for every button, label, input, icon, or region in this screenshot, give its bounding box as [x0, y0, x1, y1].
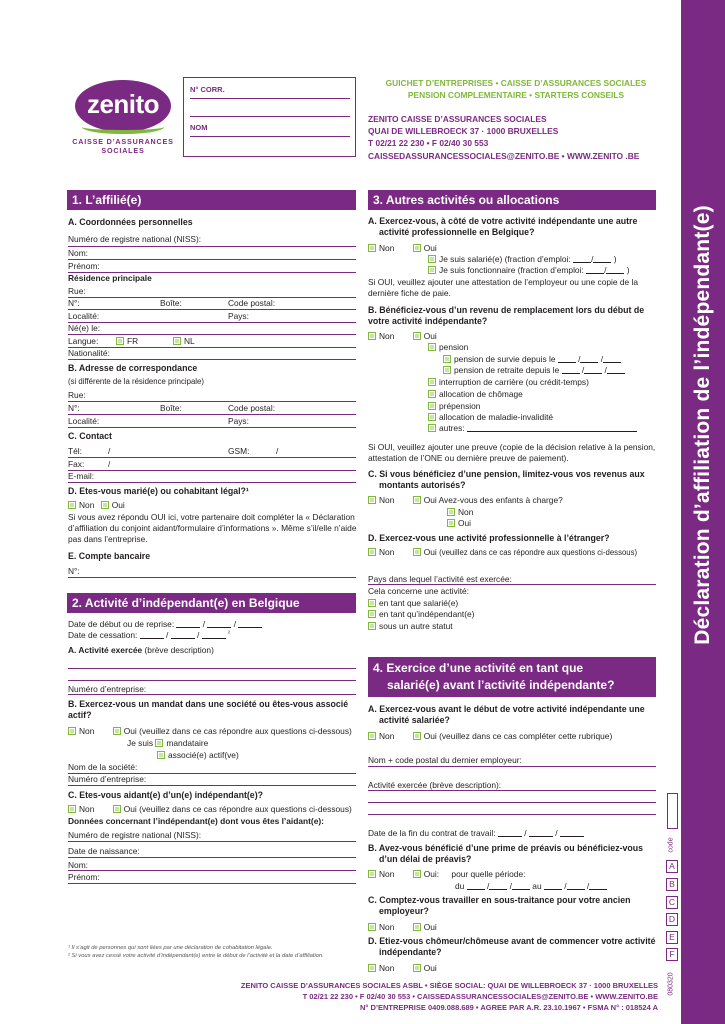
langue-row: Langue: FR NL: [68, 336, 195, 346]
s4-b-heading: B. Avez-vous bénéficié d’une prime de préavis ou bénéficiez-vous d’un délai de préavis?: [368, 843, 644, 864]
abroad-country-label: Pays dans lequel l’activité est exercée:: [368, 574, 512, 584]
other-activity-oui-checkbox[interactable]: [413, 244, 421, 252]
s3-b-row: Non Oui: [368, 331, 437, 342]
prepension-row: prépension: [428, 401, 480, 412]
limit-oui-checkbox[interactable]: [413, 496, 421, 504]
salaried-activity-label: Activité exercée (brève description):: [368, 780, 502, 790]
unemployed-oui-checkbox[interactable]: [413, 964, 421, 972]
corr-boite-label: Boîte:: [160, 403, 182, 413]
document-number: 080320: [667, 972, 675, 996]
fax-slash: /: [108, 459, 111, 469]
niss-field[interactable]: [68, 246, 356, 247]
localite-label: Localité:: [68, 311, 100, 321]
rue-label: Rue:: [68, 286, 86, 296]
pays-label: Pays:: [228, 311, 249, 321]
helper-oui-checkbox[interactable]: [113, 805, 121, 813]
s1-a-heading: A. Coordonnées personnelles: [68, 217, 193, 227]
associe-row: associé(e) actif(ve): [157, 750, 239, 761]
s4-c-heading: C. Comptez-vous travailler en sous-traitance pour votre ancien employeur?: [368, 895, 631, 916]
tel-label: Tél:: [68, 446, 82, 456]
s2-a-row: A. Activité exercée (brève description): [68, 645, 214, 655]
replacement-non-checkbox[interactable]: [368, 332, 376, 340]
associe-checkbox[interactable]: [157, 751, 165, 759]
footnotes: ¹ Il s’agit de personnes qui sont liées par une déclaration de cohabitation légale. ² Si vous avez cessé votre activité d’indépendant(e) entre le début de l’activité et la date d’affiliation.: [68, 945, 324, 959]
autres-row: autres:: [428, 423, 637, 434]
section-3-header: 3. Autres activités ou allocations: [368, 190, 656, 210]
rue-field[interactable]: [68, 297, 356, 298]
gsm-slash: /: [276, 446, 279, 456]
tel-slash: /: [108, 446, 111, 456]
enfants-oui-checkbox[interactable]: [447, 519, 455, 527]
married-note: Si vous avez répondu OUI ici, votre partenaire doit compléter la « Déclaration d’affiliation du conjoint aidant/formulaire d’informations ». Même s’il/elle n’aide pas dans l’entreprise.: [68, 512, 357, 544]
survie-checkbox[interactable]: [443, 355, 451, 363]
b-note: (si différente de la résidence principale): [68, 377, 204, 386]
nationalite-field[interactable]: [68, 359, 356, 360]
fonctionnaire-checkbox[interactable]: [428, 266, 436, 274]
corr-address-field[interactable]: [68, 414, 356, 415]
helper-niss-field[interactable]: [68, 841, 356, 842]
maladie-row: allocation de maladie-invalidité: [428, 412, 553, 423]
code-letter-f[interactable]: F: [666, 948, 678, 961]
activity-field-2[interactable]: [68, 680, 356, 681]
helper-niss-label: Numéro de registre national (NISS):: [68, 830, 202, 840]
employer-field[interactable]: [368, 766, 656, 767]
s4-a-heading: A. Exercez-vous avant le début de votre activité indépendante une activité salariée?: [368, 704, 645, 725]
pension-row: pension: [428, 342, 468, 353]
retraite-checkbox[interactable]: [443, 366, 451, 374]
prepension-checkbox[interactable]: [428, 402, 436, 410]
abroad-non-checkbox[interactable]: [368, 548, 376, 556]
s1-d-heading: D. Etes-vous marié(e) ou cohabitant légal?¹: [68, 486, 249, 496]
employer-label: Nom + code postal du dernier employeur:: [368, 755, 522, 765]
code-label: code: [667, 837, 675, 853]
abroad-country-field[interactable]: [368, 584, 656, 585]
helper-data-heading: Données concernant l’indépendant(e) dont vous êtes l’aidant(e):: [68, 816, 324, 826]
fax-field[interactable]: [68, 470, 356, 471]
s4-c-row: Non Oui: [368, 922, 437, 933]
localite-field[interactable]: [68, 322, 356, 323]
pension-checkbox[interactable]: [428, 343, 436, 351]
header-address: ZENITO CAISSE D’ASSURANCES SOCIALES QUAI DE WILLEBROECK 37 · 1000 BRUXELLES T 02/21 22 230 • F 02/40 30 553 CAISSEDASSURANCESSOCIALES@ZENITO.BE • WWW.ZENITO .BE: [368, 114, 640, 161]
maladie-checkbox[interactable]: [428, 413, 436, 421]
tel-field[interactable]: [68, 457, 356, 458]
retraite-row: pension de retraite depuis le / /: [443, 365, 625, 376]
cp-label: Code postal:: [228, 298, 276, 308]
salaried-activity-field-3[interactable]: [368, 814, 656, 815]
niss-label: Numéro de registre national (NISS):: [68, 234, 202, 244]
notice-period-row: du / / au / /: [455, 881, 607, 892]
s2-c-heading: C. Etes-vous aidant(e) d’un(e) indépendant(e)?: [68, 790, 264, 800]
notice-oui-checkbox[interactable]: [413, 870, 421, 878]
helper-prenom-field[interactable]: [68, 883, 356, 884]
unemployed-non-checkbox[interactable]: [368, 964, 376, 972]
chomage-checkbox[interactable]: [428, 390, 436, 398]
je-suis-row: Je suis mandataire: [127, 738, 209, 748]
chomage-row: allocation de chômage: [428, 389, 523, 400]
s3-a-note: Si OUI, veuillez ajouter une attestation de l’employeur ou une copie de la dernière fiche de paie.: [368, 277, 639, 298]
interruption-row: interruption de carrière (ou crédit-temps): [428, 377, 589, 388]
email-field[interactable]: [68, 482, 356, 483]
logo-word: zenito: [86, 89, 160, 119]
helper-non-checkbox[interactable]: [68, 805, 76, 813]
s4-b-row: Non Oui: pour quelle période:: [368, 869, 525, 880]
enfants-oui-row: Oui: [447, 518, 471, 529]
nl-checkbox[interactable]: [173, 337, 181, 345]
corr-pays-label: Pays:: [228, 416, 249, 426]
iban-label: N°:: [68, 566, 80, 576]
replacement-oui-checkbox[interactable]: [413, 332, 421, 340]
notice-non-checkbox[interactable]: [368, 870, 376, 878]
married-row: Non Oui: [68, 500, 125, 511]
married-oui-checkbox[interactable]: [101, 501, 109, 509]
no-label: N°:: [68, 298, 80, 308]
salarie-checkbox[interactable]: [428, 255, 436, 263]
section-1-header: 1. L’affilié(e): [67, 190, 356, 210]
iban-field[interactable]: [68, 577, 356, 578]
enfants-non-checkbox[interactable]: [447, 508, 455, 516]
s3-b-note: Si OUI, veuillez ajouter une preuve (copie de la décision relative à la pension, attestation de l’ONE ou dernière preuve de paiement).: [368, 442, 656, 463]
survie-row: pension de survie depuis le / /: [443, 354, 621, 365]
sidebar-band: [681, 0, 725, 1024]
corr-rue-field[interactable]: [68, 401, 356, 402]
code-letter-c[interactable]: C: [666, 896, 678, 909]
birthdate-field[interactable]: [68, 334, 356, 335]
enterprise-number-field[interactable]: [68, 694, 356, 695]
code-box[interactable]: [667, 793, 678, 829]
email-label: E-mail:: [68, 471, 95, 481]
company-name-label: Nom de la société:: [68, 762, 138, 772]
limit-non-checkbox[interactable]: [368, 496, 376, 504]
address-row-field[interactable]: [68, 309, 356, 310]
nom-label: Nom:: [68, 248, 89, 258]
fax-label: Fax:: [68, 459, 85, 469]
autres-checkbox[interactable]: [428, 424, 436, 432]
logo-subtitle: CAISSE D’ASSURANCES SOCIALES: [72, 137, 174, 155]
salaried-activity-field[interactable]: [368, 790, 656, 791]
helper-prenom-label: Prénom:: [68, 872, 100, 882]
document-title: Déclaration d’affiliation de l’indépendant(e): [690, 205, 714, 645]
header-services: GUICHET D’ENTREPRISES • CAISSE D’ASSURANCES SOCIALES PENSION COMPLEMENTAIRE • STARTERS CONSEILS: [385, 78, 647, 101]
code-letter-b[interactable]: B: [666, 878, 678, 891]
interruption-checkbox[interactable]: [428, 378, 436, 386]
helper-birthdate-field[interactable]: [68, 857, 356, 858]
enterprise-number-label: Numéro d’entreprise:: [68, 684, 147, 694]
contract-end-row: Date de la fin du contrat de travail: / /: [368, 828, 584, 839]
subcontract-non-checkbox[interactable]: [368, 923, 376, 931]
activity-field[interactable]: [68, 668, 356, 669]
corr-cp-label: Code postal:: [228, 403, 276, 413]
abroad-statut-checkbox[interactable]: [368, 622, 376, 630]
code-letter-e[interactable]: E: [666, 931, 678, 944]
mandataire-checkbox[interactable]: [155, 739, 163, 747]
gsm-label: GSM:: [228, 446, 250, 456]
s3-c-row: Non Oui Avez-vous des enfants à charge?: [368, 495, 563, 506]
salarie-row: Je suis salarié(e) (fraction d’emploi: / ): [428, 254, 617, 265]
s1-e-heading: E. Compte bancaire: [68, 551, 151, 561]
residence-heading: Résidence principale: [68, 273, 152, 283]
correspondence-box: [183, 77, 356, 157]
footer: ZENITO CAISSE D’ASSURANCES SOCIALES ASBL • SIÈGE SOCIAL: QUAI DE WILLEBROECK 37 · 1000 BRUXELLES T 02/21 22 230 • F 02/40 30 553 • CAISSEDASSURANCESSOCIALES@ZENITO.BE • WWW.ZENITO.BE N° D’ENTREPRISE 0409.088.689 • AGREE PAR A.R. 23.10.1967 • FSMA N° : 018524 A: [240, 981, 658, 1012]
nom-field[interactable]: [190, 136, 350, 137]
abroad-oui-checkbox[interactable]: [413, 548, 421, 556]
corr-no-label: N°:: [68, 403, 80, 413]
s1-b-heading: B. Adresse de correspondance: [68, 363, 198, 373]
code-letter-d[interactable]: D: [666, 913, 678, 926]
other-activity-non-checkbox[interactable]: [368, 244, 376, 252]
s3-d-row: Non Oui (veuillez dans ce cas répondre aux questions ci-dessous): [368, 547, 637, 558]
subcontract-oui-checkbox[interactable]: [413, 923, 421, 931]
helper-row: Non Oui (veuillez dans ce cas répondre aux questions ci-dessous): [68, 804, 352, 815]
start-date-row: Date de début ou de reprise: / /: [68, 619, 262, 630]
corr-localite-field[interactable]: [68, 427, 356, 428]
zenito-logo: [70, 78, 176, 158]
s3-d-heading: D. Exercez-vous une activité professionnelle à l’étranger?: [368, 533, 610, 543]
s3-c-heading: C. Si vous bénéficiez d’une pension, limitez-vous vos revenus aux montants autorisés?: [368, 469, 645, 490]
s4-d-row: Non Oui: [368, 963, 437, 974]
fr-checkbox[interactable]: [116, 337, 124, 345]
s3-a-row: Non Oui: [368, 243, 437, 254]
company-number-label: Numéro d’entreprise:: [68, 774, 147, 784]
concerne-label: Cela concerne une activité:: [368, 586, 470, 596]
ncorr-label: N° CORR.: [190, 85, 225, 94]
helper-nom-field[interactable]: [68, 870, 356, 871]
boite-label: Boîte:: [160, 298, 182, 308]
nom-field[interactable]: [68, 259, 356, 260]
en-salarie-row: en tant que salarié(e): [368, 598, 458, 609]
helper-nom-label: Nom:: [68, 860, 89, 870]
nationalite-label: Nationalité:: [68, 348, 110, 358]
nom-label: NOM: [190, 123, 208, 132]
enfants-non-row: Non: [447, 507, 473, 518]
end-date-row: Date de cessation: / / $^{^2}$: [68, 630, 230, 640]
s1-c-heading: C. Contact: [68, 431, 112, 441]
mandate-row: Non Oui (veuillez dans ce cas répondre aux questions ci-dessous): [68, 726, 352, 737]
prenom-label: Prénom:: [68, 261, 100, 271]
section-2-header: 2. Activité d’indépendant(e) en Belgique: [67, 593, 356, 613]
ne-label: Né(e) le:: [68, 323, 101, 333]
corr-localite-label: Localité:: [68, 416, 100, 426]
ncorr-field[interactable]: [190, 98, 350, 99]
company-number-field[interactable]: [68, 785, 356, 786]
mandate-non-checkbox[interactable]: [68, 727, 76, 735]
abroad-indep-checkbox[interactable]: [368, 610, 376, 618]
salaried-non-checkbox[interactable]: [368, 732, 376, 740]
salaried-activity-field-2[interactable]: [368, 802, 656, 803]
statut-row: sous un autre statut: [368, 621, 453, 632]
s3-a-heading: A. Exercez-vous, à côté de votre activité indépendante une autre activité professionnelle en Belgique?: [368, 216, 638, 237]
s2-b-heading: B. Exercez-vous un mandat dans une société ou êtes-vous associé actif?: [68, 699, 349, 720]
code-letter-a[interactable]: A: [666, 860, 678, 873]
mandate-oui-checkbox[interactable]: [113, 727, 121, 735]
helper-birthdate-label: Date de naissance:: [68, 846, 140, 856]
salaried-oui-checkbox[interactable]: [413, 732, 421, 740]
corr-rue-label: Rue:: [68, 390, 86, 400]
fonctionnaire-row: Je suis fonctionnaire (fraction d’emploi: / ): [428, 265, 630, 276]
s3-b-heading: B. Bénéficiez-vous d’un revenu de remplacement lors du début de votre activité indépendante?: [368, 305, 645, 326]
s4-a-row: Non Oui (veuillez dans ce cas compléter cette rubrique): [368, 731, 612, 742]
section-4-header: 4. Exercice d’une activité en tant que salarié(e) avant l’activité indépendante?: [368, 657, 656, 697]
s4-d-heading: D. Etiez-vous chômeur/chômeuse avant de commencer votre activité indépendante?: [368, 936, 656, 957]
en-indep-row: en tant qu’indépendant(e): [368, 609, 474, 620]
married-non-checkbox[interactable]: [68, 501, 76, 509]
abroad-salarie-checkbox[interactable]: [368, 599, 376, 607]
